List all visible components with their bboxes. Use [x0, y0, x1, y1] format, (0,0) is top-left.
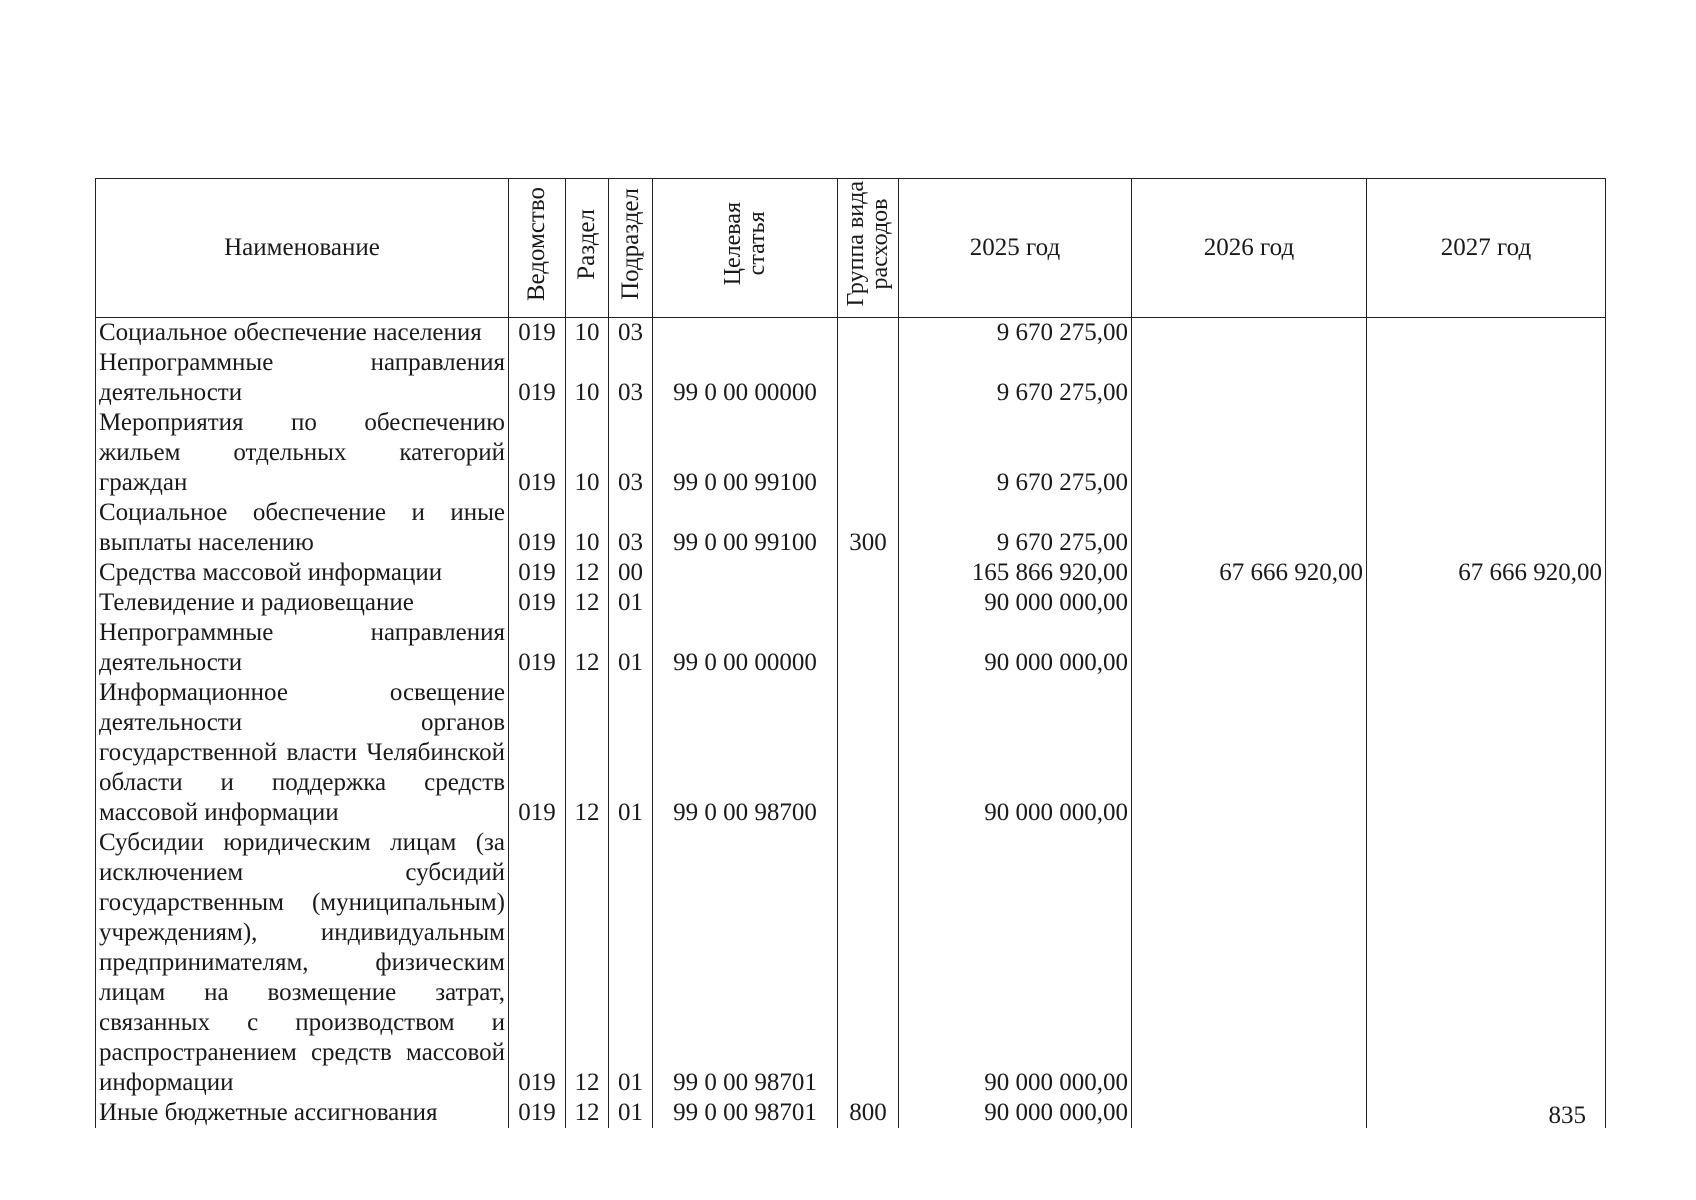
- cell-2025: 90 000 000,00: [899, 678, 1132, 828]
- cell-2026: [1132, 678, 1367, 828]
- header-name: Наименование: [96, 179, 509, 318]
- header-expense-group-line2: расходов: [867, 198, 893, 290]
- table-row: [96, 588, 1606, 618]
- cell-name: Мероприятия по обеспечению жильем отдельных категорий граждан: [96, 408, 509, 498]
- cell-subsection: 01: [609, 618, 653, 678]
- cell-section: 12: [566, 618, 609, 678]
- cell-subsection: 03: [609, 348, 653, 408]
- cell-2025: 90 000 000,00: [899, 828, 1132, 1098]
- cell-2026: [1132, 318, 1367, 349]
- cell-section: 12: [566, 558, 609, 588]
- cell-target-article: [653, 318, 838, 349]
- header-subsection-label: Подраздел: [616, 188, 644, 300]
- header-department: [509, 179, 566, 318]
- cell-target-article: 99 0 00 99100: [653, 498, 838, 558]
- cell-department: 019: [509, 498, 566, 558]
- cell-2027: [1367, 498, 1606, 558]
- header-subsection: [609, 179, 653, 318]
- cell-expense-group: [838, 588, 899, 618]
- cell-section: 10: [566, 348, 609, 408]
- table-body: [96, 318, 1606, 1129]
- table-row: [96, 618, 1606, 678]
- cell-target-article: [653, 588, 838, 618]
- cell-subsection: 03: [609, 318, 653, 349]
- cell-target-article: 99 0 00 99100: [653, 408, 838, 498]
- budget-table: [95, 178, 1606, 1128]
- table-header-row: [96, 179, 1606, 318]
- cell-target-article: 99 0 00 00000: [653, 618, 838, 678]
- cell-expense-group: [838, 408, 899, 498]
- table-row: [96, 318, 1606, 349]
- cell-name: Социальное обеспечение и иные выплаты населению: [96, 498, 509, 558]
- cell-2027: [1367, 678, 1606, 828]
- cell-department: 019: [509, 318, 566, 349]
- cell-target-article: [653, 558, 838, 588]
- cell-target-article: 99 0 00 98700: [653, 678, 838, 828]
- page-number: 835: [1548, 1102, 1586, 1129]
- cell-2026: 67 666 920,00: [1132, 558, 1367, 588]
- cell-section: 10: [566, 408, 609, 498]
- cell-name: Социальное обеспечение населения: [96, 318, 509, 349]
- table-row: [96, 408, 1606, 498]
- cell-expense-group: [838, 318, 899, 349]
- cell-2026: [1132, 498, 1367, 558]
- cell-subsection: 03: [609, 498, 653, 558]
- table-row: [96, 498, 1606, 558]
- cell-name: Средства массовой информации: [96, 558, 509, 588]
- cell-2027: [1367, 618, 1606, 678]
- cell-name: Непрограммные направления деятельности: [96, 618, 509, 678]
- header-expense-group: [838, 179, 899, 318]
- cell-2026: [1132, 588, 1367, 618]
- table-row: [96, 678, 1606, 828]
- cell-department: 019: [509, 678, 566, 828]
- header-department-label: Ведомство: [523, 186, 550, 302]
- cell-2026: [1132, 408, 1367, 498]
- cell-department: 019: [509, 408, 566, 498]
- cell-department: 019: [509, 588, 566, 618]
- header-section: [566, 179, 609, 318]
- cell-department: 019: [509, 828, 566, 1098]
- cell-target-article: 99 0 00 98701: [653, 828, 838, 1098]
- cell-section: 10: [566, 318, 609, 349]
- header-target-article-line1: Целевая: [720, 202, 746, 286]
- cell-2025: 165 866 920,00: [899, 558, 1132, 588]
- header-2025: 2025 год: [899, 179, 1132, 318]
- cell-expense-group: [838, 828, 899, 1098]
- header-section-label: Раздел: [573, 208, 600, 280]
- cell-subsection: 01: [609, 678, 653, 828]
- cell-expense-group: [838, 678, 899, 828]
- cell-2025: 9 670 275,00: [899, 318, 1132, 349]
- cell-expense-group: [838, 348, 899, 408]
- header-2026: 2026 год: [1132, 179, 1367, 318]
- cell-section: 12: [566, 828, 609, 1098]
- cell-section: 12: [566, 588, 609, 618]
- cell-2025: 90 000 000,00: [899, 618, 1132, 678]
- cell-2025: 90 000 000,00: [899, 1098, 1132, 1128]
- header-expense-group-label: [844, 181, 892, 306]
- cell-target-article: 99 0 00 00000: [653, 348, 838, 408]
- cell-subsection: 03: [609, 408, 653, 498]
- header-target-article: [653, 179, 838, 318]
- cell-department: 019: [509, 348, 566, 408]
- cell-subsection: 01: [609, 1098, 653, 1128]
- cell-2025: 9 670 275,00: [899, 498, 1132, 558]
- table-row: [96, 558, 1606, 588]
- cell-2026: [1132, 348, 1367, 408]
- cell-2025: 90 000 000,00: [899, 588, 1132, 618]
- cell-name: Иные бюджетные ассигнования: [96, 1098, 509, 1128]
- cell-department: 019: [509, 558, 566, 588]
- cell-department: 019: [509, 618, 566, 678]
- cell-2027: [1367, 828, 1606, 1098]
- cell-2026: [1132, 828, 1367, 1098]
- header-expense-group-line1: Группа вида: [843, 181, 869, 307]
- cell-2027: [1367, 408, 1606, 498]
- cell-2027: [1367, 588, 1606, 618]
- header-target-article-label: [721, 202, 769, 285]
- cell-section: 12: [566, 678, 609, 828]
- table-row: [96, 348, 1606, 408]
- cell-expense-group: [838, 558, 899, 588]
- cell-name: Субсидии юридическим лицам (за исключением субсидий государственным (муниципальным) учреждениям), индивидуальным предпринимателям, физическим лицам на возмещение затрат, связанных с производством и распространением средств массовой информации: [96, 828, 509, 1098]
- cell-2026: [1132, 618, 1367, 678]
- cell-subsection: 00: [609, 558, 653, 588]
- table-row: [96, 1098, 1606, 1128]
- cell-subsection: 01: [609, 588, 653, 618]
- cell-section: 10: [566, 498, 609, 558]
- cell-target-article: 99 0 00 98701: [653, 1098, 838, 1128]
- cell-expense-group: 800: [838, 1098, 899, 1128]
- cell-name: Непрограммные направления деятельности: [96, 348, 509, 408]
- cell-section: 12: [566, 1098, 609, 1128]
- table-row: [96, 828, 1606, 1098]
- cell-2027: 67 666 920,00: [1367, 558, 1606, 588]
- cell-2027: [1367, 318, 1606, 349]
- cell-2025: 9 670 275,00: [899, 408, 1132, 498]
- header-target-article-line2: статья: [744, 212, 770, 276]
- header-2027: 2027 год: [1367, 179, 1606, 318]
- cell-name: Информационное освещение деятельности органов государственной власти Челябинской области и поддержка средств массовой информации: [96, 678, 509, 828]
- cell-2026: [1132, 1098, 1367, 1128]
- cell-name: Телевидение и радиовещание: [96, 588, 509, 618]
- cell-subsection: 01: [609, 828, 653, 1098]
- cell-2025: 9 670 275,00: [899, 348, 1132, 408]
- cell-expense-group: [838, 618, 899, 678]
- cell-expense-group: 300: [838, 498, 899, 558]
- cell-2027: [1367, 348, 1606, 408]
- cell-department: 019: [509, 1098, 566, 1128]
